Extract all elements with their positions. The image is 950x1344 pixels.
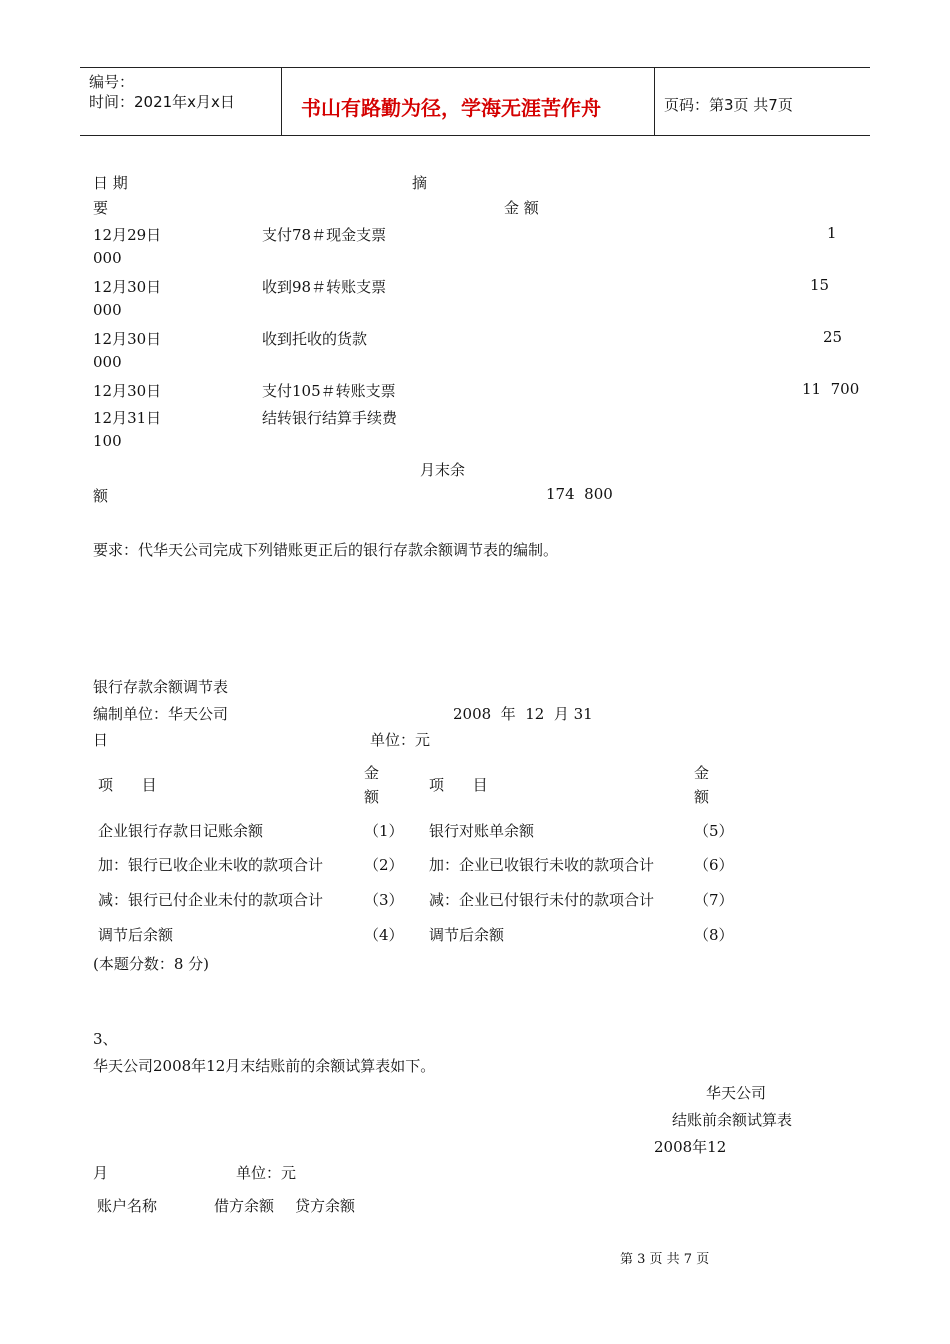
left-row-amount: （1） [364,822,404,840]
ledger-header-amount: 金 额 [504,199,539,217]
ledger-row-date: 12月30日 [93,382,162,400]
ledger-row-summary: 结转银行结算手续费 [262,409,398,427]
right-row-amount: （6） [694,856,734,874]
ledger-row-amount-wrap: 100 [93,432,122,450]
header-divider-right [654,67,655,136]
reconciliation-date-b: 日 [93,731,109,749]
col-account-name: 账户名称 [97,1197,158,1215]
ledger-row-amount-wrap: 000 [93,353,122,371]
ledger-header-date: 日 期 [93,174,128,192]
col-item-right: 项 目 [429,776,488,794]
ledger-row-amount: 11 700 [802,380,860,398]
ledger-row-date: 12月29日 [93,226,162,244]
left-row-amount: （4） [364,926,404,944]
question-intro: 华天公司2008年12月末结账前的余额试算表如下。 [93,1057,436,1075]
score-note: (本题分数：8 分) [93,955,210,973]
question-number: 3、 [93,1030,118,1048]
requirement-text: 要求：代华天公司完成下列错账更正后的银行存款余额调节表的编制。 [93,541,559,559]
header-divider-left [281,67,282,136]
ledger-header-summary-a: 摘 [412,174,428,192]
right-row-amount: （5） [694,822,734,840]
month-end-label-b: 额 [93,487,109,505]
header-top-rule [80,67,870,68]
header-bottom-rule [80,135,870,136]
left-row-amount: （3） [364,891,404,909]
ledger-row-amount-wrap: 000 [93,301,122,319]
reconciliation-date-a: 2008 年 12 月 31 [453,705,593,723]
right-row-amount: （7） [694,891,734,909]
page-footer: 第 3 页 共 7 页 [620,1252,710,1267]
ledger-row-date: 12月30日 [93,330,162,348]
month-end-amount: 174 800 [546,485,613,503]
col-amount-right-b: 额 [694,788,710,806]
time-label: 时间：2021年x月x日 [89,93,235,111]
ledger-row-amount: 15 [810,276,830,294]
col-credit-balance: 贷方余额 [295,1197,356,1215]
right-row-item: 银行对账单余额 [429,822,535,840]
right-row-amount: （8） [694,926,734,944]
month-end-label-a: 月末余 [420,461,466,479]
col-debit-balance: 借方余额 [214,1197,275,1215]
trial-currency: 单位：元 [236,1164,297,1182]
col-item-left: 项 目 [98,776,157,794]
col-amount-left-a: 金 [364,764,380,782]
left-row-item: 调节后余额 [98,926,174,944]
left-row-amount: （2） [364,856,404,874]
trial-date-b: 月 [93,1164,109,1182]
left-row-item: 企业银行存款日记账余额 [98,822,264,840]
trial-table-title: 结账前余额试算表 [672,1111,793,1129]
ledger-row-amount: 1 [827,224,837,242]
trial-company: 华天公司 [706,1084,767,1102]
page-label: 页码：第3页 共7页 [664,96,793,114]
serial-label: 编号： [89,73,135,91]
col-amount-right-a: 金 [694,764,710,782]
right-row-item: 调节后余额 [429,926,505,944]
left-row-item: 减：银行已付企业未付的款项合计 [98,891,324,909]
ledger-row-date: 12月31日 [93,409,162,427]
ledger-row-date: 12月30日 [93,278,162,296]
reconciliation-unit: 编制单位：华天公司 [93,705,229,723]
trial-date-a: 2008年12 [654,1138,727,1156]
right-row-item: 减：企业已付银行未付的款项合计 [429,891,655,909]
ledger-row-summary: 支付78＃现金支票 [262,226,387,244]
col-amount-left-b: 额 [364,788,380,806]
left-row-item: 加：银行已收企业未收的款项合计 [98,856,324,874]
ledger-row-summary: 收到托收的货款 [262,330,368,348]
reconciliation-currency: 单位：元 [370,731,431,749]
ledger-row-summary: 支付105＃转账支票 [262,382,396,400]
header-motto: 书山有路勤为径，学海无涯苦作舟 [301,96,601,120]
reconciliation-title: 银行存款余额调节表 [93,678,229,696]
right-row-item: 加：企业已收银行未收的款项合计 [429,856,655,874]
ledger-row-amount-wrap: 000 [93,249,122,267]
ledger-row-amount: 25 [823,328,843,346]
ledger-row-summary: 收到98＃转账支票 [262,278,387,296]
ledger-header-summary-b: 要 [93,199,109,217]
